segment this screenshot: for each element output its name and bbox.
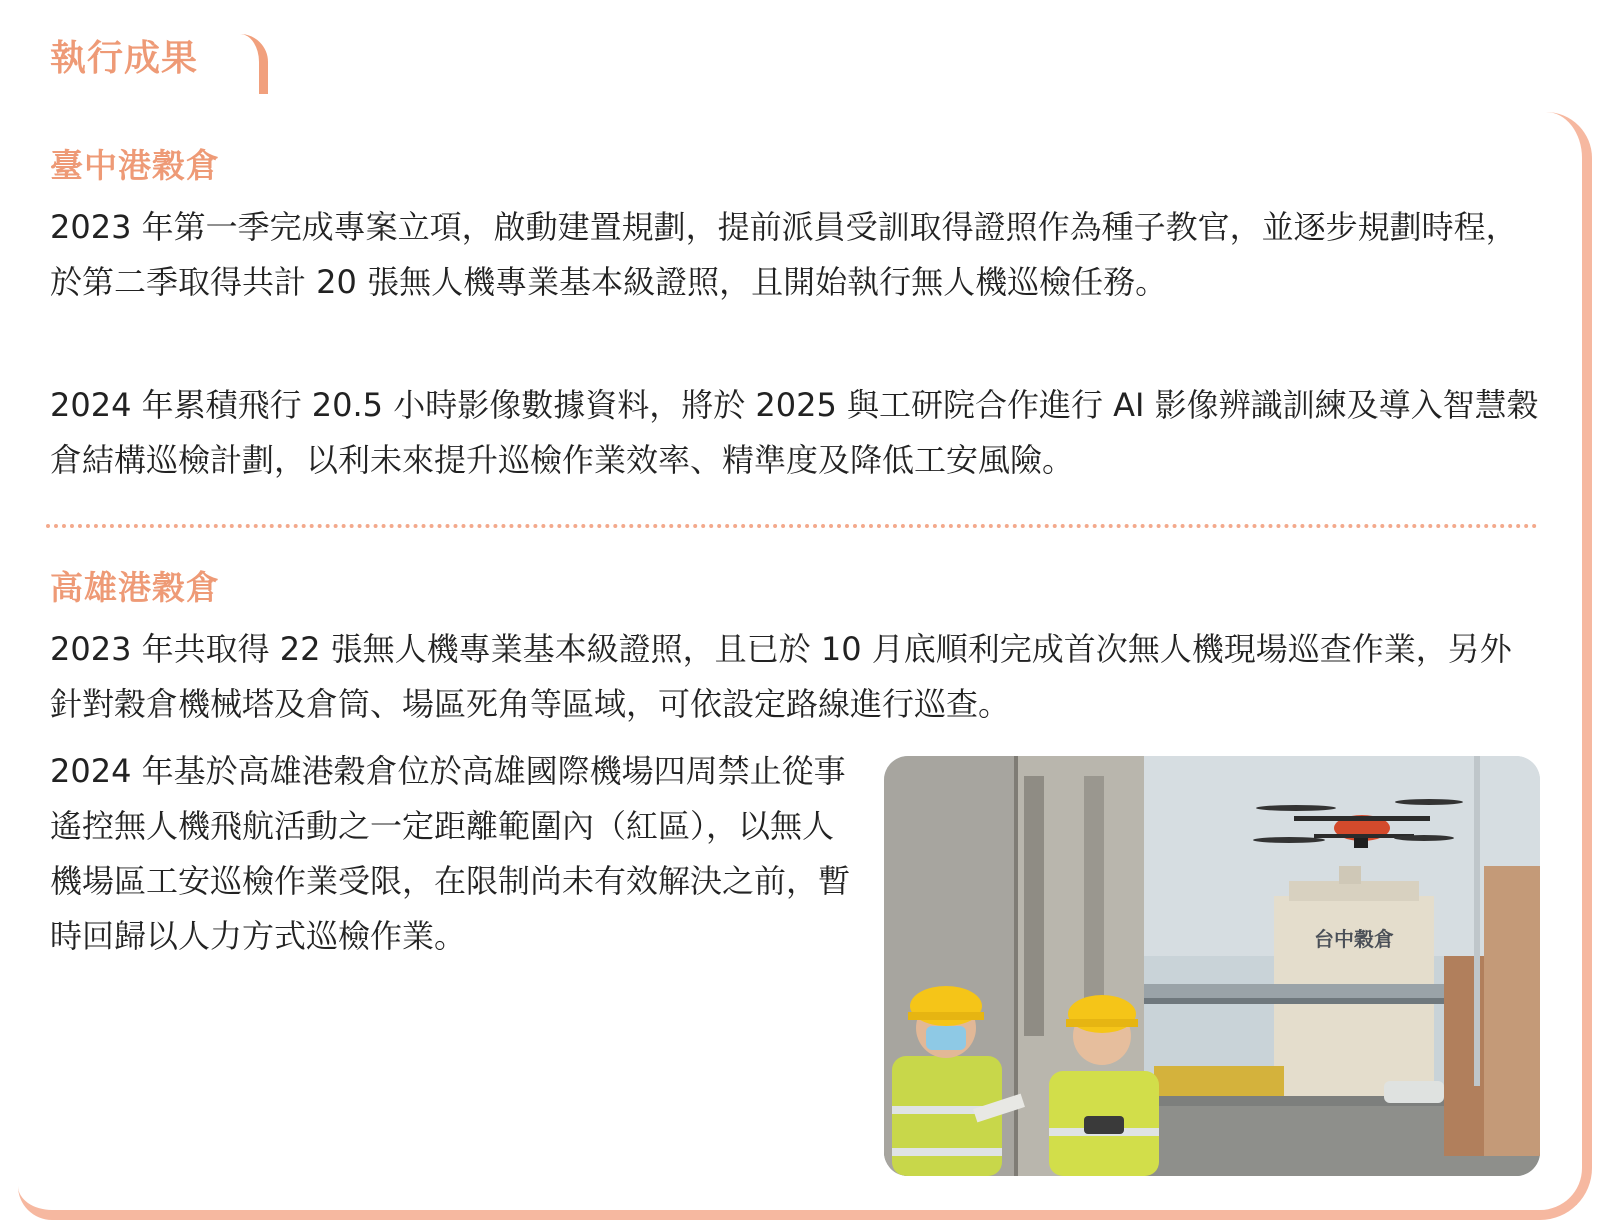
section-divider bbox=[46, 524, 1538, 528]
section-title-kaohsiung: 高雄港穀倉 bbox=[50, 568, 220, 607]
kaohsiung-paragraph-2: 2024 年基於高雄港穀倉位於高雄國際機場四周禁止從事遙控無人機飛航活動之一定距離範圍內（紅區），以無人機場區工安巡檢作業受限，在限制尚未有效解決之前，暫時回歸以人力方式巡檢作業。 bbox=[50, 752, 851, 955]
section-title-taichung: 臺中港穀倉 bbox=[50, 146, 220, 185]
silo-sign: 台中穀倉 bbox=[1314, 927, 1394, 951]
header-tab-decoration bbox=[240, 34, 268, 94]
taichung-paragraph-2: 2024 年累積飛行 20.5 小時影像數據資料，將於 2025 與工研院合作進行 AI 影像辨識訓練及導入智慧穀倉結構巡檢計劃，以利未來提升巡檢作業效率、精準度及降低工安風險。 bbox=[50, 386, 1539, 479]
kaohsiung-paragraph-1: 2023 年共取得 22 張無人機專業基本級證照，且已於 10 月底順利完成首次無人機現場巡查作業，另外針對穀倉機械塔及倉筒、場區死角等區域，可依設定路線進行巡查。 bbox=[50, 630, 1512, 723]
taichung-paragraph-1: 2023 年第一季完成專案立項，啟動建置規劃，提前派員受訓取得證照作為種子教官，並逐步規劃時程，於第二季取得共計 20 張無人機專業基本級證照，且開始執行無人機巡檢任務。 bbox=[50, 208, 1518, 301]
section-header-title: 執行成果 bbox=[50, 38, 199, 79]
drone-inspection-photo bbox=[884, 756, 1540, 1176]
